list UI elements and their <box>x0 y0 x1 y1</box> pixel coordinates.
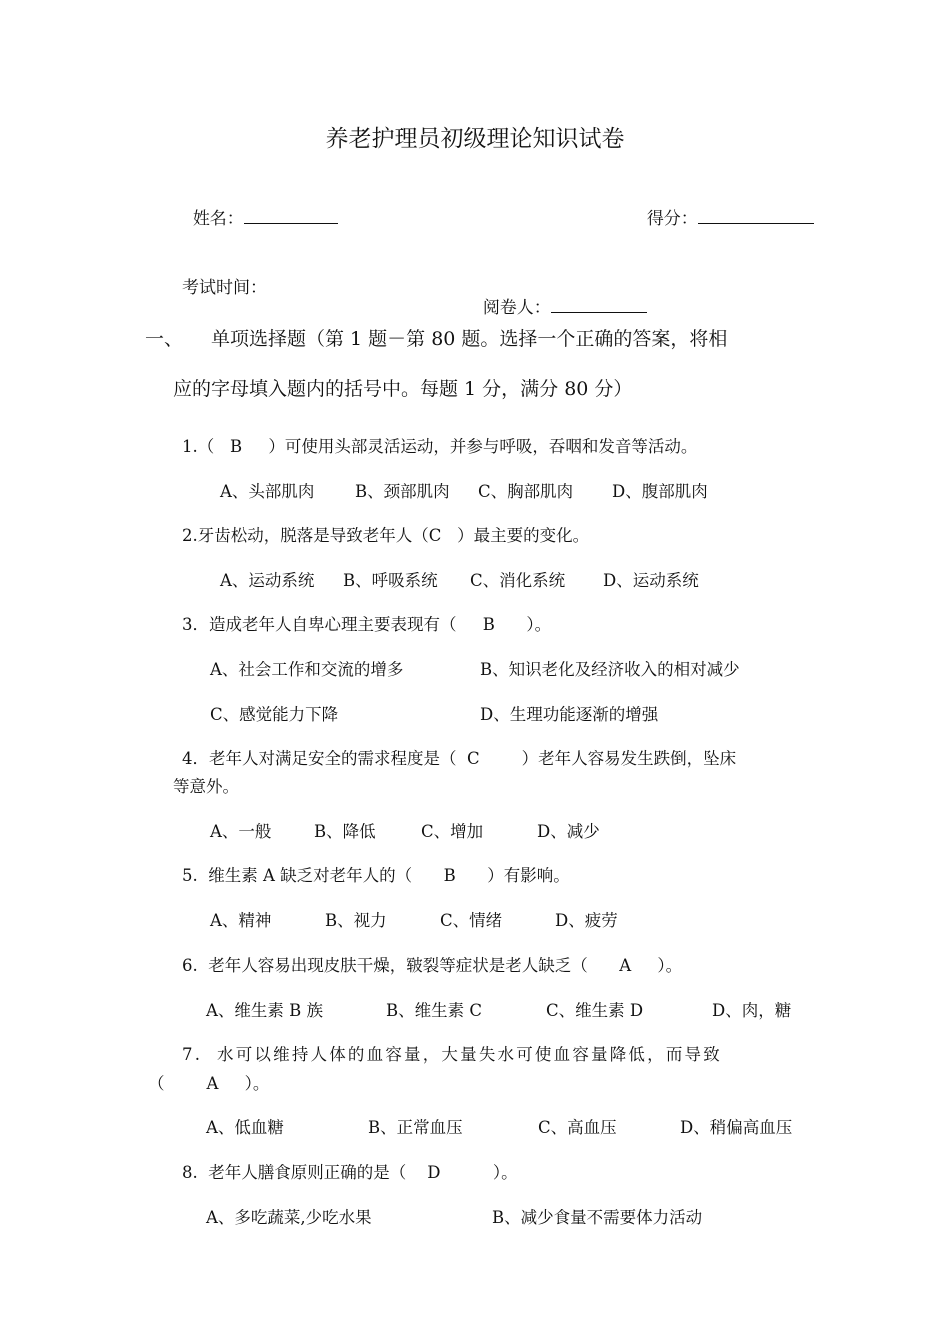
option-7a[interactable]: A、低血糖 <box>206 1118 284 1137</box>
grader-blank[interactable] <box>551 294 647 313</box>
option-6d[interactable]: D、肉，糖 <box>712 1001 792 1020</box>
option-2a[interactable]: A、运动系统 <box>220 571 315 590</box>
question-4: 4．老年人对满足安全的需求程度是（ C ）老年人容易发生跌倒，坠床 <box>182 749 737 768</box>
question-4-continued: 等意外。 <box>173 777 239 796</box>
question-7: 7. 水可以维持人体的血容量，大量失水可使血容量降低，而导致 <box>182 1045 722 1064</box>
option-7d[interactable]: D、稍偏高血压 <box>680 1118 793 1137</box>
option-4a[interactable]: A、一般 <box>210 822 272 841</box>
score-blank[interactable] <box>698 205 814 224</box>
section-number: 一、 <box>145 328 184 350</box>
score-field <box>636 184 814 229</box>
question-3: 3．造成老年人自卑心理主要表现有（ B ）。 <box>182 615 552 634</box>
section-instruction-line1: 单项选择题（第 1 题－第 80 题。选择一个正确的答案，将相 <box>211 328 728 350</box>
option-1d[interactable]: D、腹部肌肉 <box>612 482 708 501</box>
question-8: 8. 老年人膳食原则正确的是（ D ）。 <box>182 1163 518 1182</box>
option-5a[interactable]: A、精神 <box>210 911 272 930</box>
name-blank[interactable] <box>244 205 338 224</box>
option-5d[interactable]: D、疲劳 <box>555 911 618 930</box>
grader-label: 阅卷人： <box>482 298 551 318</box>
option-7c[interactable]: C、高血压 <box>538 1118 617 1137</box>
question-6: 6. 老年人容易出现皮肤干燥，皲裂等症状是老人缺乏（ A ）。 <box>182 956 683 975</box>
page-title: 养老护理员初级理论知识试卷 <box>325 126 625 152</box>
option-1c[interactable]: C、胸部肌肉 <box>478 482 574 501</box>
name-field <box>182 184 338 229</box>
option-1b[interactable]: B、颈部肌肉 <box>355 482 450 501</box>
option-7b[interactable]: B、正常血压 <box>368 1118 463 1137</box>
option-6a[interactable]: A、维生素 B 族 <box>206 1001 324 1020</box>
score-label: 得分： <box>646 209 698 229</box>
option-3b[interactable]: B、知识老化及经济收入的相对减少 <box>480 660 740 679</box>
option-8b[interactable]: B、减少食量不需要体力活动 <box>492 1208 703 1227</box>
option-3c[interactable]: C、感觉能力下降 <box>210 705 339 724</box>
option-6b[interactable]: B、维生素 C <box>386 1001 482 1020</box>
option-3d[interactable]: D、生理功能逐渐的增强 <box>480 705 659 724</box>
name-label: 姓名： <box>192 209 244 229</box>
question-1: 1.（ B ）可使用头部灵活运动，并参与呼吸，吞咽和发音等活动。 <box>182 437 698 456</box>
option-5b[interactable]: B、视力 <box>325 911 387 930</box>
option-2b[interactable]: B、呼吸系统 <box>343 571 438 590</box>
question-7-continued: （ A ）。 <box>148 1074 270 1093</box>
option-5c[interactable]: C、情绪 <box>440 911 503 930</box>
option-2d[interactable]: D、运动系统 <box>603 571 699 590</box>
question-5: 5. 维生素 A 缺乏对老年人的（ B ）有影响。 <box>182 866 570 885</box>
section-instruction-line2: 应的字母填入题内的括号中。每题 1 分，满分 80 分） <box>173 378 633 400</box>
option-4d[interactable]: D、减少 <box>537 822 600 841</box>
option-4b[interactable]: B、降低 <box>314 822 376 841</box>
grader-field <box>472 273 647 318</box>
option-1a[interactable]: A、头部肌肉 <box>220 482 315 501</box>
option-2c[interactable]: C、消化系统 <box>470 571 566 590</box>
option-4c[interactable]: C、增加 <box>421 822 484 841</box>
option-8a[interactable]: A、多吃蔬菜,少吃水果 <box>206 1208 372 1227</box>
question-2: 2.牙齿松动，脱落是导致老年人（C ）最主要的变化。 <box>182 526 590 545</box>
exam-time-label: 考试时间： <box>182 278 267 298</box>
option-6c[interactable]: C、维生素 D <box>546 1001 644 1020</box>
option-3a[interactable]: A、社会工作和交流的增多 <box>210 660 404 679</box>
